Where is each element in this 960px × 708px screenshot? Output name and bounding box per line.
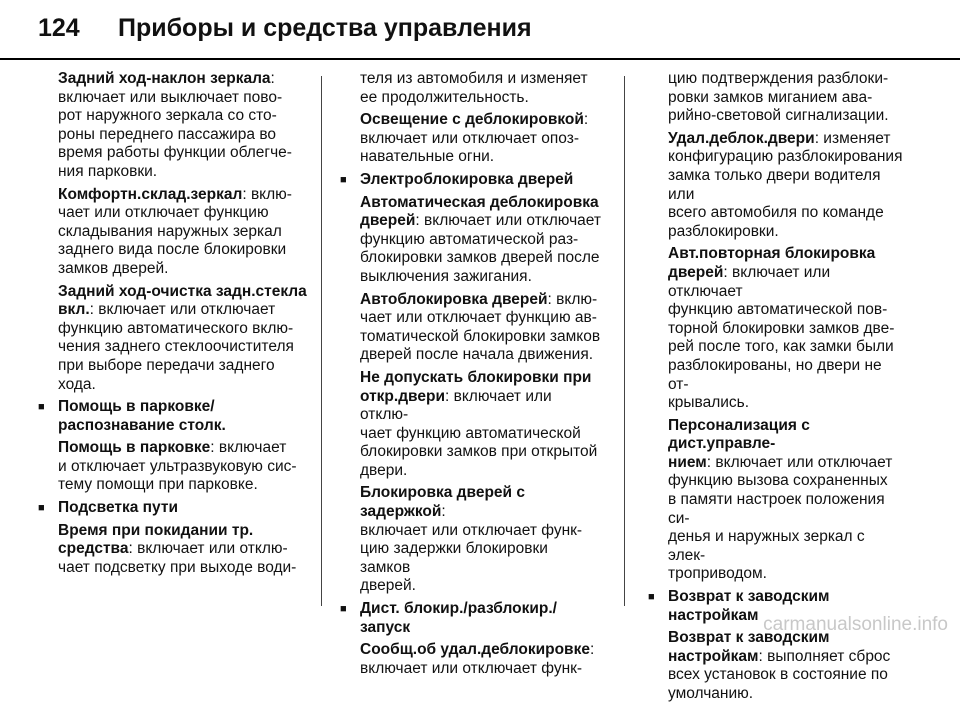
description: : выполняет сброс всех установок в состояние по умолчанию. [668, 647, 891, 702]
page-number: 124 [38, 14, 80, 42]
term: Персонализация с дист.управле- нием [668, 416, 810, 471]
description: цию подтверждения разблоки- ровки замков миганием ава- рийно-световой сигнализации. [668, 70, 889, 125]
paragraph [648, 629, 906, 703]
paragraph [648, 245, 906, 412]
paragraph [38, 186, 310, 279]
paragraph [340, 484, 602, 596]
header-rule [0, 58, 960, 60]
paragraph [340, 70, 602, 107]
description: : включает или отключает функцию вызова сохраненных в памяти настроек положения си- денья и наружных зеркал с элек- троприводом. [668, 453, 893, 583]
paragraph [340, 291, 602, 365]
paragraph [38, 439, 310, 495]
page-header [0, 0, 960, 60]
description: : вклю- чает или отключает функцию ав- томатической блокировки замков дверей после начала движения. [360, 290, 601, 364]
paragraph [38, 70, 310, 182]
paragraph [648, 70, 906, 126]
section-heading: ■ Помощь в парковке/ распознавание столк. [38, 398, 310, 435]
description: : включает или выключает пово- рот наружного зеркала со сто- роны переднего пассажира во время работы функции облегче- ния парковки. [58, 70, 292, 180]
text-column-3 [648, 70, 906, 708]
term: Помощь в парковке [58, 439, 211, 457]
page-title: Приборы и средства управления [118, 14, 532, 42]
paragraph [38, 283, 310, 395]
description: : включает или отключает функцию автоматического вклю- чения заднего стеклоочистителя при выборе передачи заднего хода. [58, 301, 294, 393]
paragraph [340, 194, 602, 287]
watermark: carmanualsonline.info [763, 614, 948, 635]
section-heading: ■ Дист. блокир./разблокир./запуск [340, 600, 602, 637]
term: Не допускать блокировки при откр.двери [360, 368, 592, 405]
term: Освещение с деблокировкой [360, 111, 584, 129]
term: Блокировка дверей с задержкой [360, 484, 526, 521]
term: Задний ход-наклон зеркала [58, 70, 271, 87]
description: : включает или отклю- чает подсветку при выходе води- [58, 540, 297, 576]
description: : включает или отключает опоз- навательные огни. [360, 111, 589, 166]
text-column-1 [38, 70, 310, 581]
description: : вклю- чает или отключает функцию складывания наружных зеркал заднего вида после блокировки замков дверей. [58, 185, 292, 277]
paragraph [340, 111, 602, 167]
term: Комфортн.склад.зеркал [58, 185, 243, 203]
term: Время при покидании тр. средства [58, 521, 254, 558]
description: : изменяет конфигурацию разблокирования замка только двери водителя или всего автомобиля по команде разблокировки. [668, 129, 903, 240]
section-heading: ■ Возврат к заводским настройкам [648, 588, 906, 625]
column-divider [624, 76, 625, 606]
description: : включает и отключает ультразвуковую сис- тему помощи при парковке. [58, 439, 297, 494]
term: Удал.деблок.двери [668, 129, 815, 147]
description: : включает или отключает функцию автоматической пов- торной блокировки замков две- рей после того, как замки были разблокированы, но двери не от- крывались. [668, 263, 895, 412]
paragraph [340, 641, 602, 678]
paragraph [38, 522, 310, 578]
description: : включает или отключает функ- [360, 641, 595, 677]
paragraph [648, 417, 906, 584]
term: Автоматическая деблокировка дверей [360, 193, 599, 230]
term: Автоблокировка дверей [360, 290, 548, 308]
section-heading: ■ Электроблокировка дверей [340, 171, 602, 190]
description: : включает или отклю- чает функцию автоматической блокировки замков при открытой двери. [360, 387, 598, 479]
term: Возврат к заводским настройкам [668, 629, 830, 665]
description: теля из автомобиля и изменяет ее продолжительность. [360, 70, 588, 106]
text-column-2 [340, 70, 602, 682]
description: : включает или отключает функ- цию задержки блокировки замков дверей. [360, 503, 583, 595]
description: : включает или отключает функцию автоматической раз- блокировки замков дверей после выключения зажигания. [360, 212, 601, 285]
term: Авт.повторная блокировка дверей [668, 245, 876, 281]
term: Задний ход-очистка задн.стекла вкл. [58, 282, 307, 319]
paragraph [340, 369, 602, 481]
paragraph [648, 130, 906, 242]
term: Сообщ.об удал.деблокировке [360, 641, 590, 659]
column-divider [321, 76, 322, 606]
section-heading: ■ Подсветка пути [38, 499, 310, 518]
